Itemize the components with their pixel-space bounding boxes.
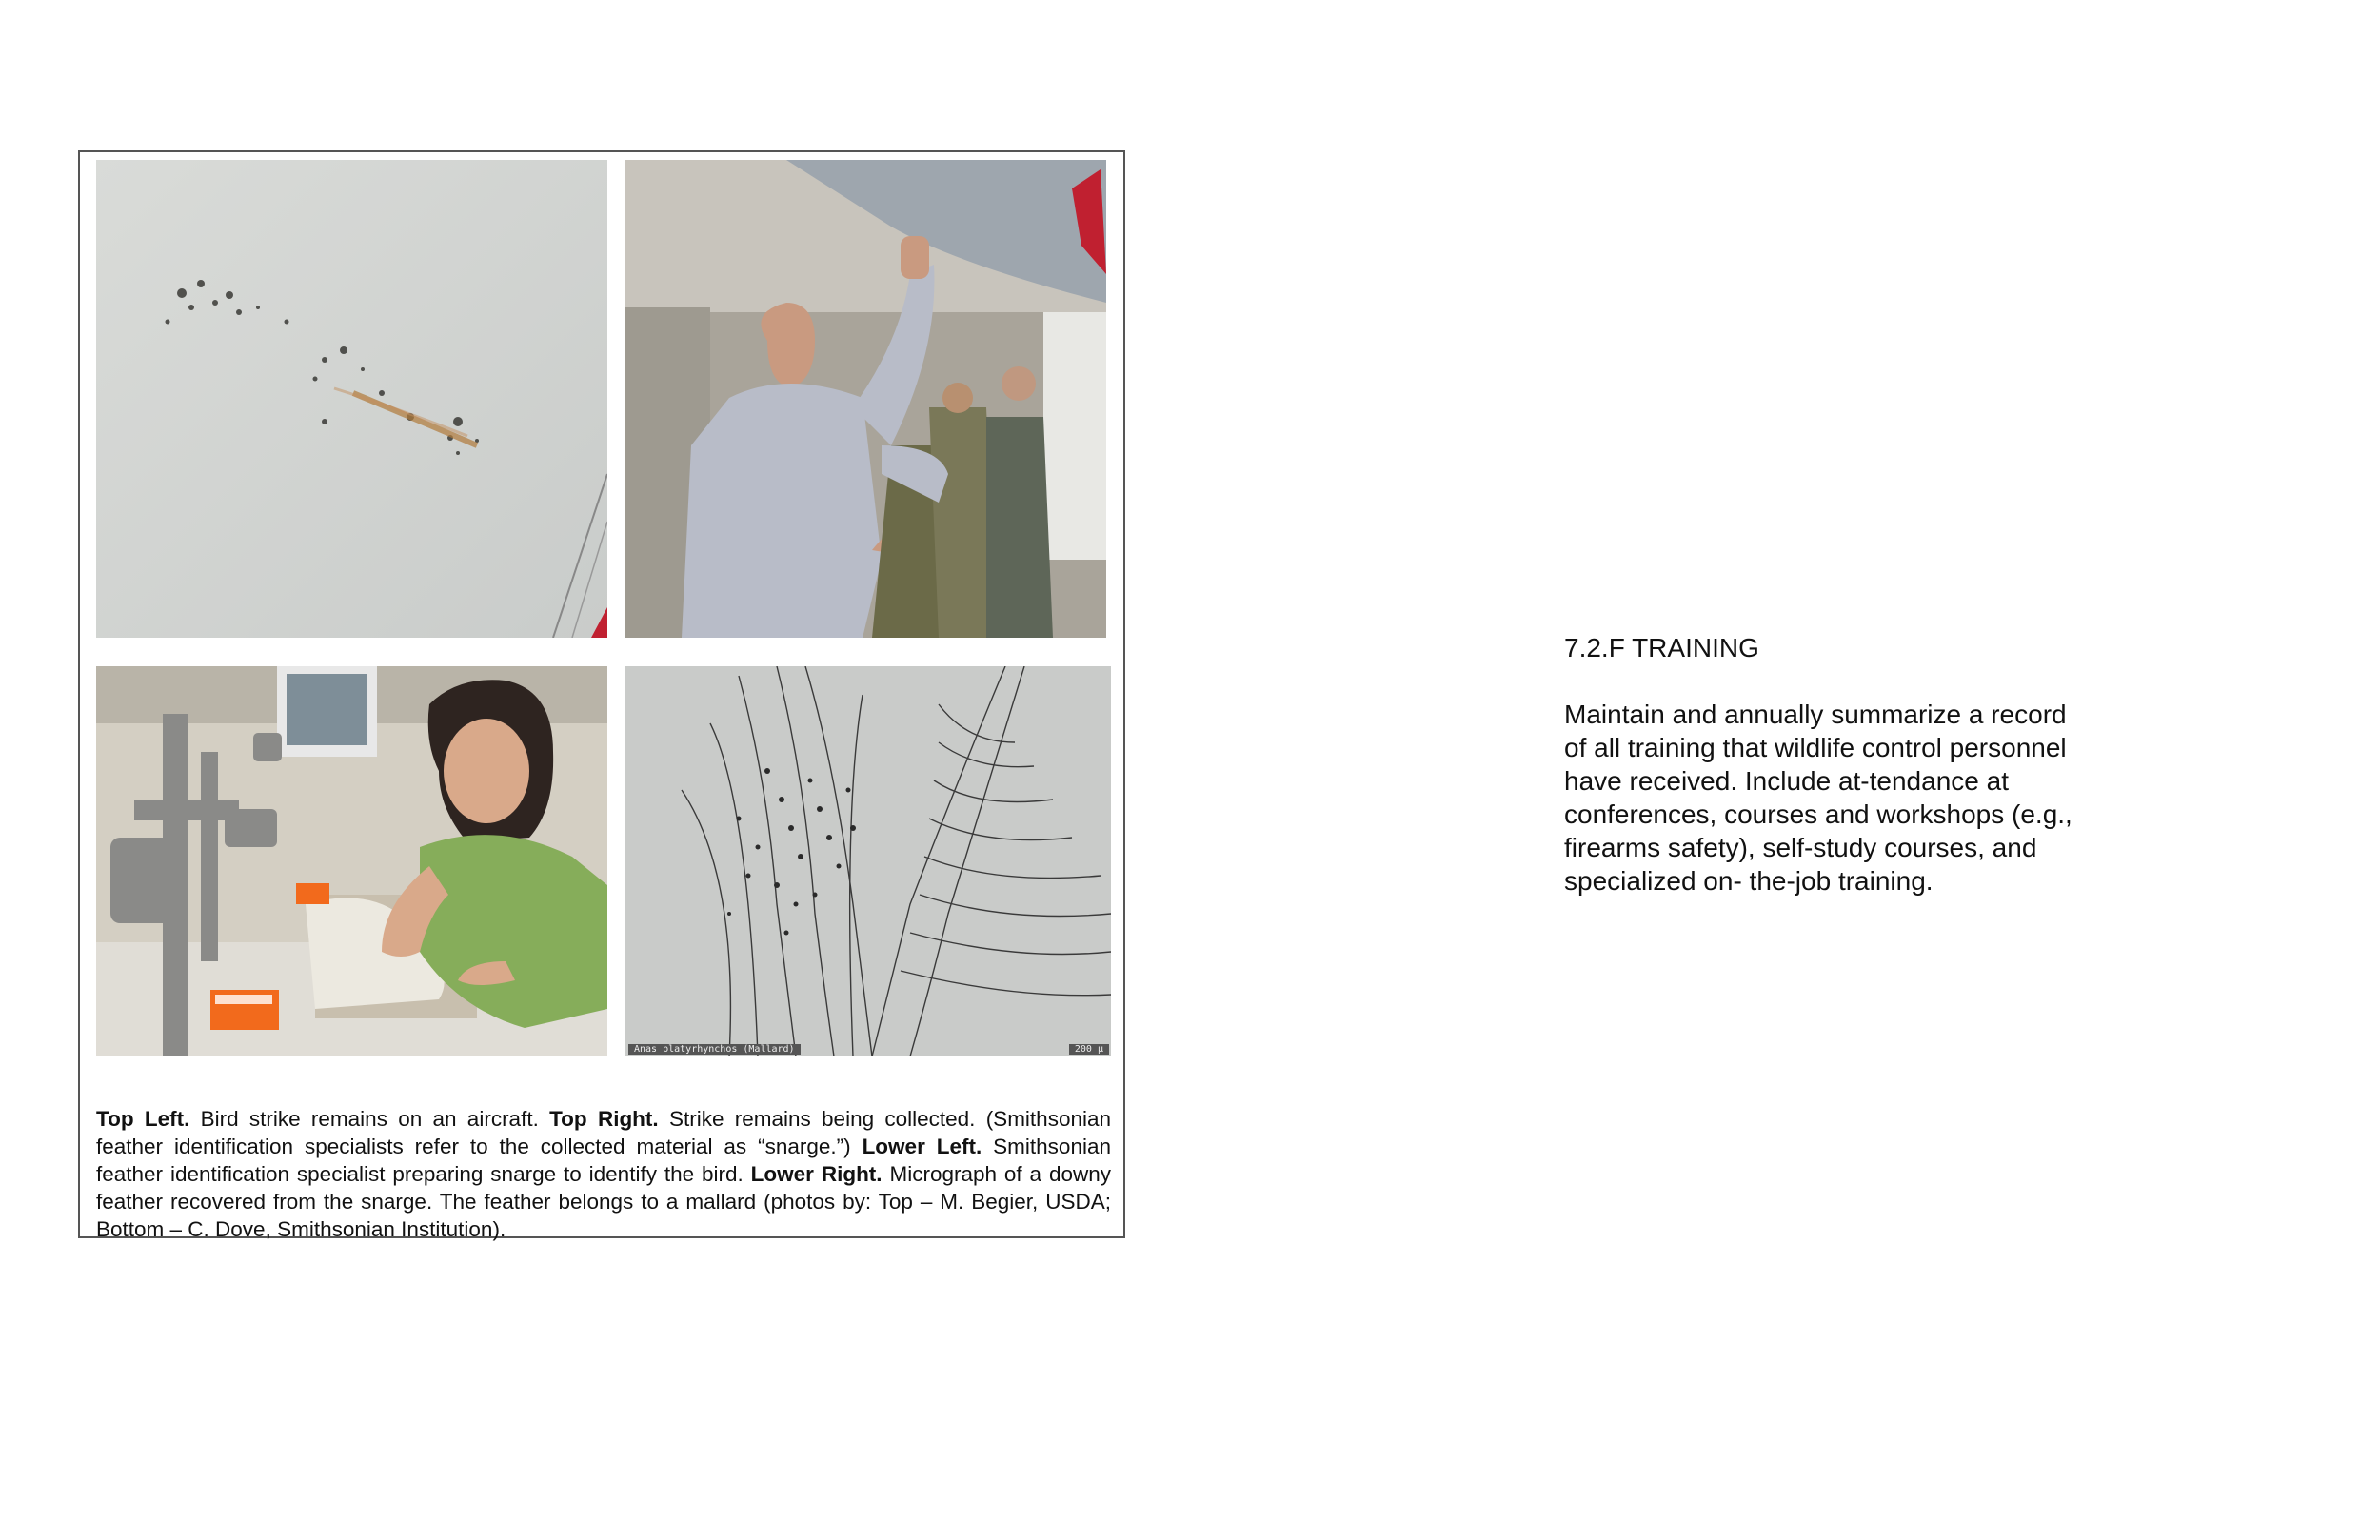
caption-lower-left-text: Smithsonian feather identification specialist preparing snarge to identify the bird. bbox=[96, 1134, 1111, 1186]
caption-top-left-text: Bird strike remains on an aircraft. bbox=[189, 1106, 550, 1131]
section-heading: 7.2.F TRAINING bbox=[1564, 633, 1759, 662]
micrograph-scale-label: 200 µ bbox=[1069, 1044, 1109, 1055]
figure-box bbox=[78, 150, 1125, 1241]
micrograph-species-label: Anas platyrhynchos (Mallard) bbox=[628, 1044, 801, 1055]
caption-lower-left-label: Lower Left. bbox=[862, 1134, 982, 1158]
photo-remains-being-collected bbox=[625, 160, 1106, 638]
training-section bbox=[1564, 631, 2078, 898]
photo-bird-strike-remains bbox=[96, 160, 607, 638]
figure-caption bbox=[96, 1105, 1111, 1243]
caption-top-right-label: Top Right. bbox=[549, 1106, 659, 1131]
photo-feather-specialist bbox=[96, 666, 607, 1056]
section-body: Maintain and annually summarize a record of all training that wildlife control personnel have received. Include at-tendance at conferences, courses and workshops (e.g., firearms safety), self-study courses, and specialized on- the-job training. bbox=[1564, 700, 2073, 896]
caption-top-right-text: Strike remains being collected. (Smithsonian feather identification specialists refer to the collected material as “snarge.”) bbox=[96, 1106, 1112, 1158]
caption-lower-right-label: Lower Right. bbox=[750, 1161, 883, 1186]
photo-downy-feather-micrograph bbox=[625, 666, 1111, 1056]
caption-top-left-label: Top Left. bbox=[96, 1106, 190, 1131]
caption-lower-right-text: Micrograph of a downy feather recovered from the snarge. The feather belongs to a mallard (photos by: Top – M. Begier, USDA; Bottom – C. Dove, Smithsonian Institution). bbox=[96, 1161, 1111, 1241]
